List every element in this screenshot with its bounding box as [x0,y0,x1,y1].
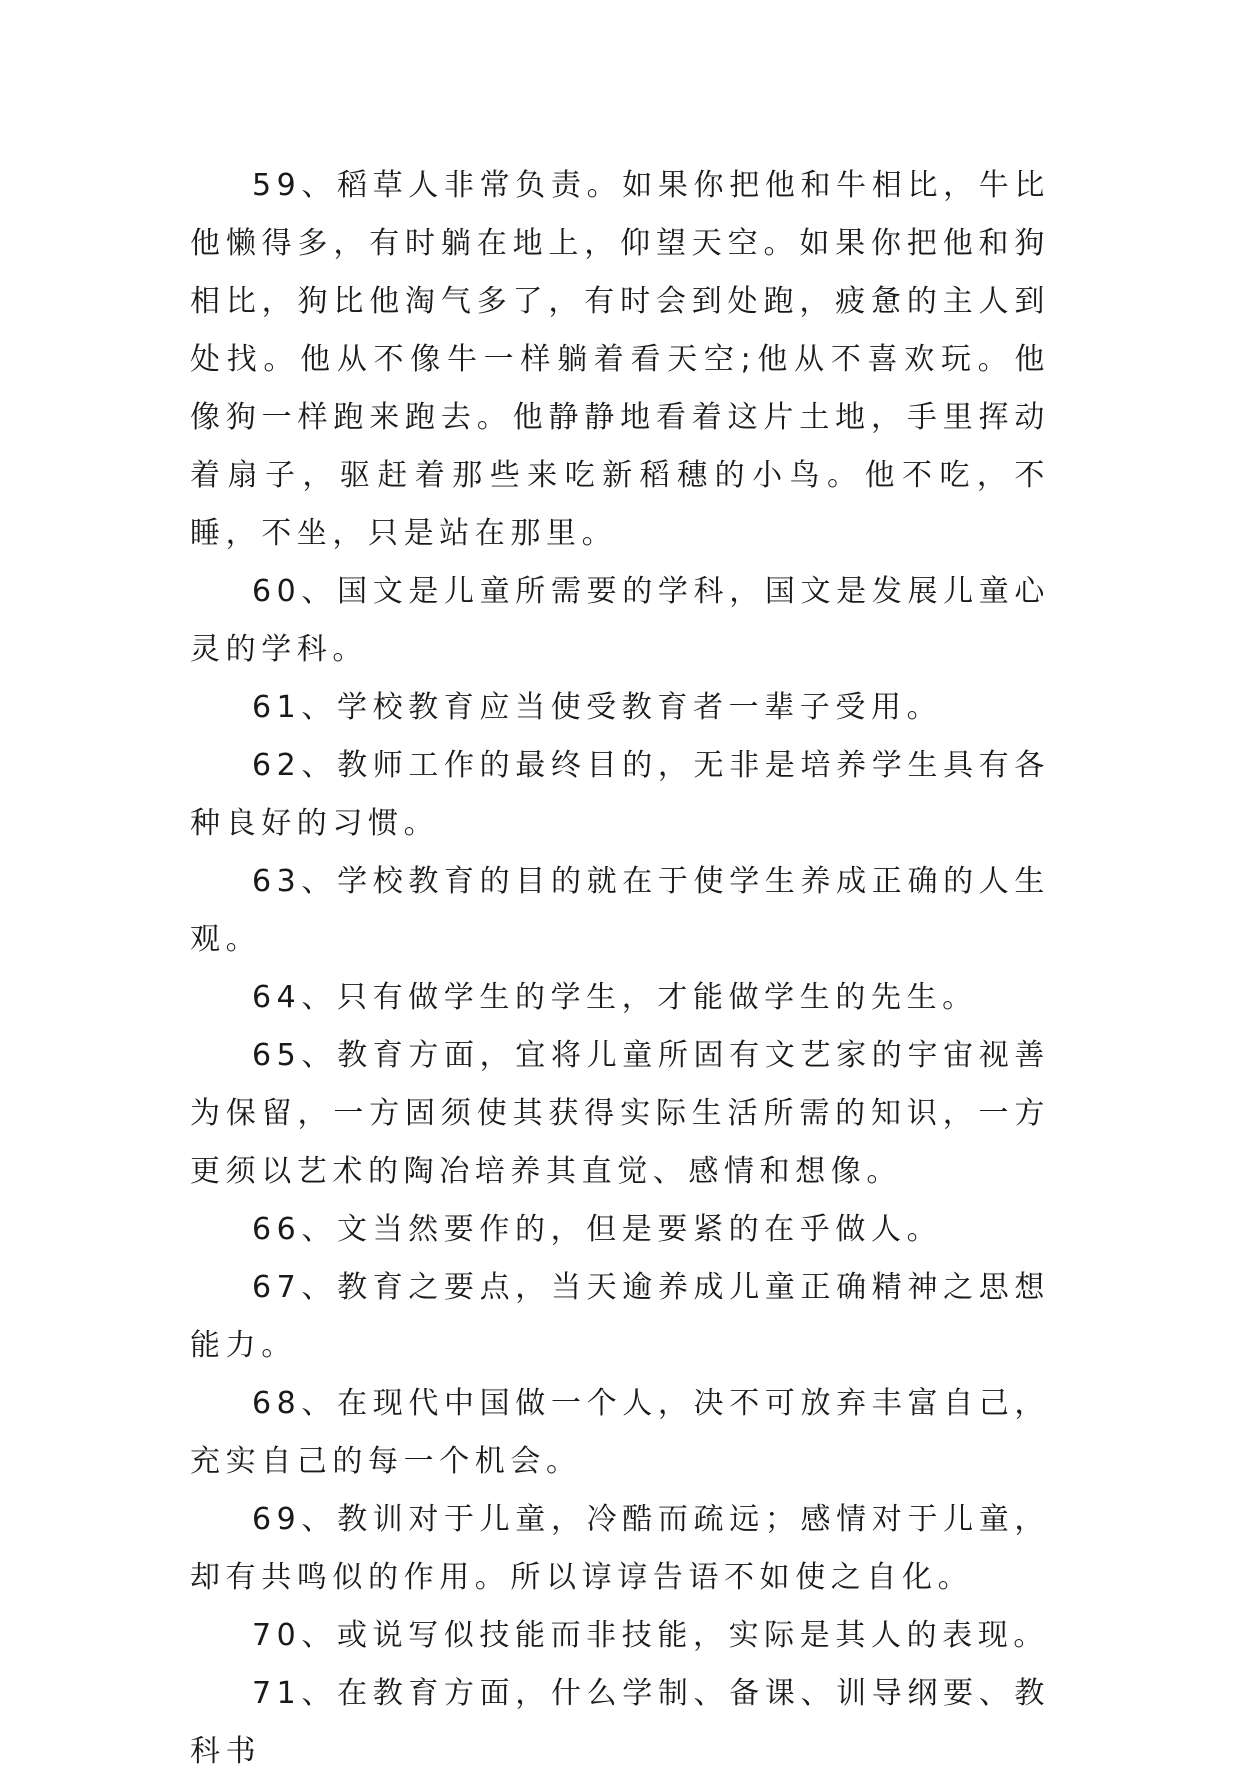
paragraph-60: 60、国文是儿童所需要的学科，国文是发展儿童心灵的学科。 [190,574,1050,667]
paragraph-71: 71、在教育方面，什么学制、备课、训导纲要、教科书 [190,1676,1050,1769]
paragraph-62: 62、教师工作的最终目的，无非是培养学生具有各种良好的习惯。 [190,748,1050,841]
paragraph-61: 61、学校教育应当使受教育者一辈子受用。 [252,690,943,725]
paragraph-70: 70、或说写似技能而非技能，实际是其人的表现。 [252,1618,1049,1653]
document-body [190,157,1050,1781]
paragraph-65: 65、教育方面，宜将儿童所固有文艺家的宇宙视善为保留，一方固须使其获得实际生活所需的知识，一方更须以艺术的陶冶培养其直觉、感情和想像。 [190,1038,1050,1189]
paragraph-63: 63、学校教育的目的就在于使学生养成正确的人生观。 [190,864,1050,957]
paragraph-66: 66、文当然要作的，但是要紧的在乎做人。 [252,1212,943,1247]
paragraph-69: 69、教训对于儿童，冷酷而疏远；感情对于儿童，却有共鸣似的作用。所以谆谆告语不如使之自化。 [190,1502,1050,1595]
paragraph-68: 68、在现代中国做一个人，决不可放弃丰富自己，充实自己的每一个机会。 [190,1386,1050,1479]
paragraph-67: 67、教育之要点，当天逾养成儿童正确精神之思想能力。 [190,1270,1050,1363]
paragraph-59: 59、稻草人非常负责。如果你把他和牛相比，牛比他懒得多，有时躺在地上，仰望天空。如果你把他和狗相比，狗比他淘气多了，有时会到处跑，疲惫的主人到处找。他从不像牛一样躺着看天空;他从不喜欢玩。他像狗一样跑来跑去。他静静地看着这片土地，手里挥动着扇子，驱赶着那些来吃新稻穗的小鸟。他不吃，不睡，不坐，只是站在那里。 [190,168,1050,551]
paragraph-64: 64、只有做学生的学生，才能做学生的先生。 [252,980,978,1015]
